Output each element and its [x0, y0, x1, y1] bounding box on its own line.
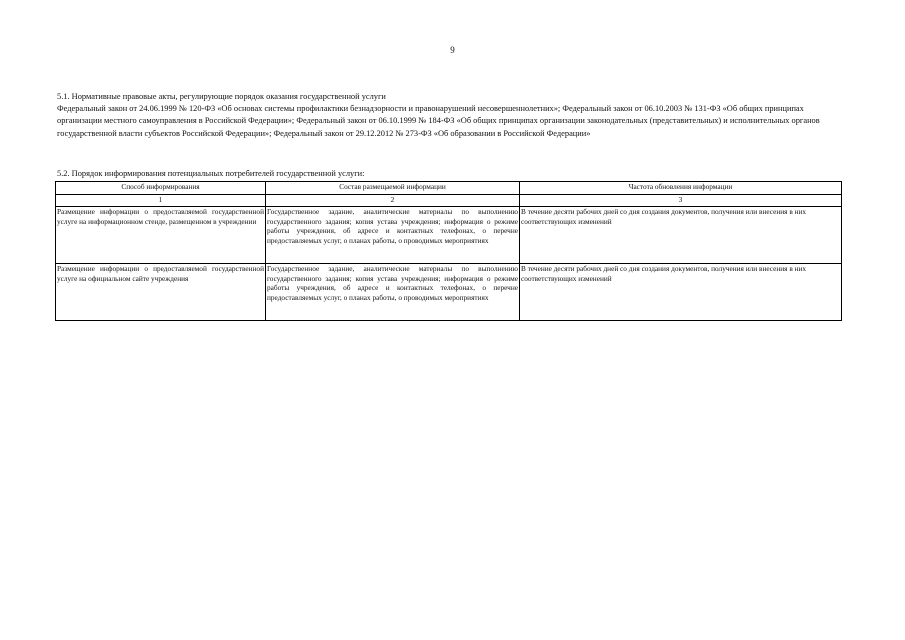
column-number-1: 1 — [56, 195, 266, 207]
header-content: Состав размещаемой информации — [266, 182, 520, 195]
column-number-3: 3 — [520, 195, 842, 207]
section-5-1-body: Федеральный закон от 24.06.1999 № 120-ФЗ «Об основах системы профилактики безнадзорности и правонарушений несовершеннолетних»; Федеральный закон от 06.10.2003 № 131-ФЗ «Об общих принципах организации местного самоуправления в Российской Федерации»; Федеральный закон от 06.10.1999 № 184-ФЗ «Об общих принципах организации законодательных (представительных) и исполнительных органов государственной власти субъектов Российской Федерации»; Федеральный закон от 29.12.2012 № 273-ФЗ «Об образовании в Российской Федерации» — [57, 104, 820, 138]
header-method: Способ информирования — [56, 182, 266, 195]
table-row — [56, 207, 842, 264]
section-5-1 — [57, 91, 847, 140]
section-5-2-heading: 5.2. Порядок информирования потенциальных потребителей государственной услуги: — [57, 169, 365, 178]
row-2-method: Размещение информации о предоставляемой государственной услуге на официальном сайте учреждения — [56, 264, 266, 321]
table-column-numbers-row — [56, 195, 842, 207]
row-2-content: Государственное задание, аналитические материалы по выполнению государственного задания; копия устава учреждения; информация о режиме работы учреждения, об адресе и контактных телефонах, о перечне предоставляемых услуг, о планах работы, о проводимых мероприятиях — [266, 264, 520, 321]
table-header-row — [56, 182, 842, 195]
section-5-1-heading: 5.1. Нормативные правовые акты, регулирующие порядок оказания государственной услуги — [57, 92, 386, 101]
row-1-method: Размещение информации о предоставляемой государственной услуге на информационном стенде, размещенном в учреждении — [56, 207, 266, 264]
header-frequency: Частота обновления информации — [520, 182, 842, 195]
row-2-frequency: В течение десяти рабочих дней со дня создания документов, получения или внесения в них соответствующих изменений — [520, 264, 842, 321]
page-number: 9 — [450, 45, 455, 55]
row-1-frequency: В течение десяти рабочих дней со дня создания документов, получения или внесения в них соответствующих изменений — [520, 207, 842, 264]
column-number-2: 2 — [266, 195, 520, 207]
row-1-content: Государственное задание, аналитические материалы по выполнению государственного задания; копия устава учреждения; информация о режиме работы учреждения, об адресе и контактных телефонах, о перечне предоставляемых услуг, о планах работы, о проводимых мероприятиях — [266, 207, 520, 264]
table-row — [56, 264, 842, 321]
information-table — [55, 181, 842, 321]
